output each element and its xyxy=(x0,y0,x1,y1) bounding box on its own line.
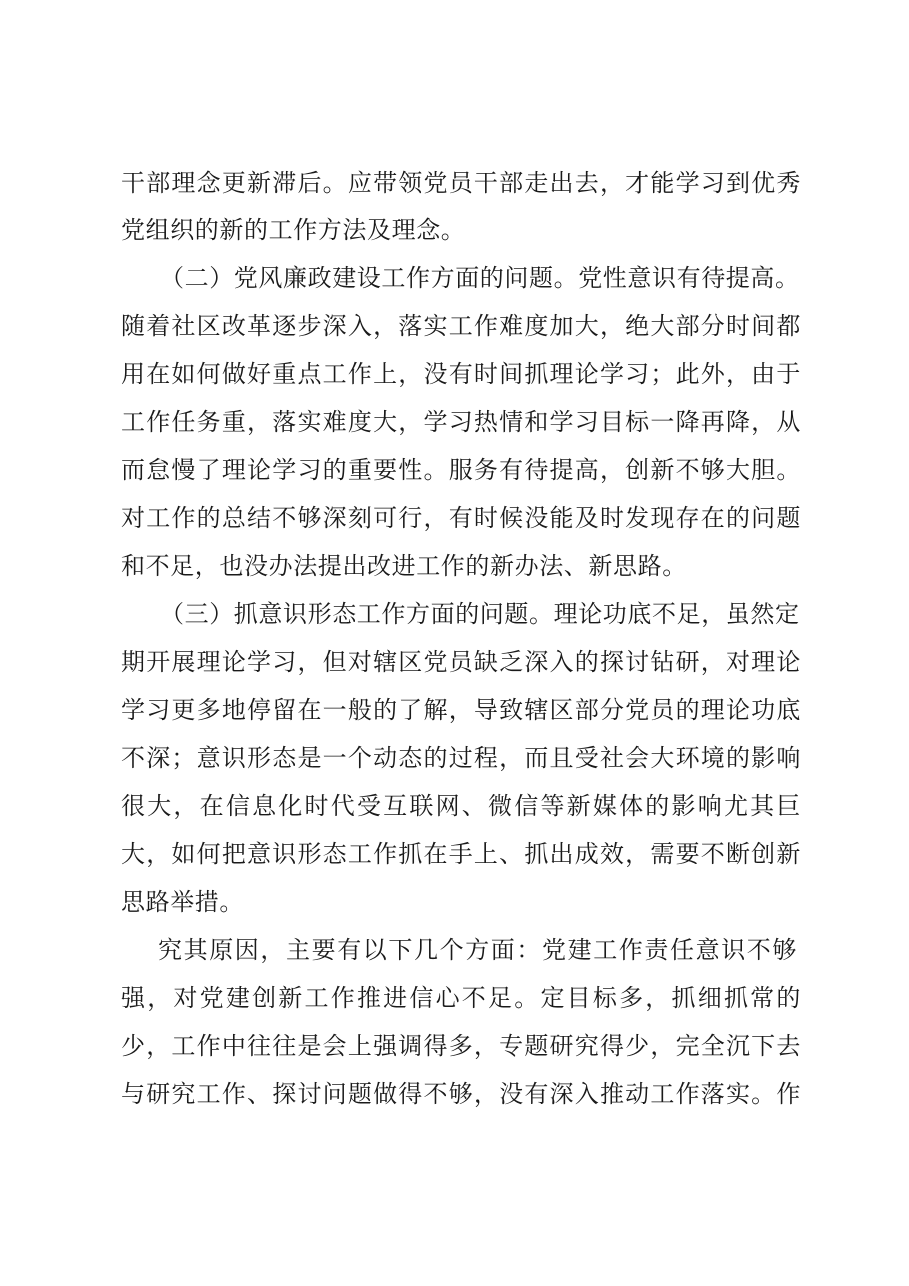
text-line: 对工作的总结不够深刻可行，有时候没能及时发现存在的问题 xyxy=(121,504,801,532)
text-line: 和不足，也没办法提出改进工作的新办法、新思路。 xyxy=(121,552,687,580)
text-line: 很大，在信息化时代受互联网、微信等新媒体的影响尤其巨 xyxy=(121,792,801,820)
text-line: 与研究工作、探讨问题做得不够，没有深入推动工作落实。作 xyxy=(121,1080,801,1108)
text-line: 期开展理论学习，但对辖区党员缺乏深入的探讨钻研，对理论 xyxy=(121,648,801,676)
text-line: 党组织的新的工作方法及理念。 xyxy=(121,216,466,244)
text-line: 少，工作中往往是会上强调得多，专题研究得少，完全沉下去 xyxy=(121,1032,801,1060)
text-line: 强，对党建创新工作推进信心不足。定目标多，抓细抓常的 xyxy=(121,984,801,1012)
text-line: 工作任务重，落实难度大，学习热情和学习目标一降再降，从 xyxy=(121,408,801,436)
paragraph-start-line: 究其原因，主要有以下几个方面：党建工作责任意识不够 xyxy=(158,936,797,964)
text-line: 而怠慢了理论学习的重要性。服务有待提高，创新不够大胆。 xyxy=(121,456,801,484)
text-line: 不深；意识形态是一个动态的过程，而且受社会大环境的影响 xyxy=(121,744,801,772)
section-heading-line: （二）党风廉政建设工作方面的问题。党性意识有待提高。 xyxy=(160,264,800,292)
text-line: 学习更多地停留在一般的了解，导致辖区部分党员的理论功底 xyxy=(121,696,801,724)
text-line: 用在如何做好重点工作上，没有时间抓理论学习；此外，由于 xyxy=(121,360,801,388)
text-line: 干部理念更新滞后。应带领党员干部走出去，才能学习到优秀 xyxy=(121,169,801,197)
text-line: 大，如何把意识形态工作抓在手上、抓出成效，需要不断创新 xyxy=(121,840,801,868)
section-heading-line: （三）抓意识形态工作方面的问题。理论功底不足，虽然定 xyxy=(160,600,800,628)
text-line: 随着社区改革逐步深入，落实工作难度加大，绝大部分时间都 xyxy=(121,312,801,340)
text-line: 思路举措。 xyxy=(121,888,244,916)
